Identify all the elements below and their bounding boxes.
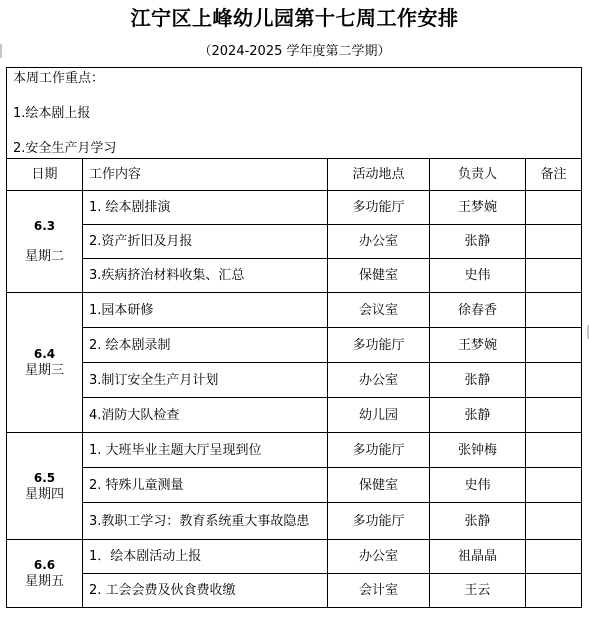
task-owner: 王梦婉	[430, 328, 526, 363]
task-content: 2. 绘本剧录制	[83, 328, 328, 363]
weekly-focus-cell	[7, 68, 582, 159]
day-weekday: 星期五	[24, 574, 64, 589]
table-row	[7, 574, 582, 608]
table-row	[7, 398, 582, 433]
task-location: 幼儿园	[328, 398, 430, 433]
header-row	[7, 159, 582, 191]
table-row	[7, 468, 582, 503]
schedule-table	[6, 67, 582, 608]
task-location: 会议室	[328, 293, 430, 328]
task-owner: 史伟	[430, 259, 526, 293]
task-content: 3.教职工学习：教育系统重大事故隐患	[83, 503, 328, 540]
day-weekday: 星期二	[24, 249, 64, 264]
page-edge-marker	[0, 44, 2, 58]
table-row	[7, 328, 582, 363]
task-owner: 祖晶晶	[430, 540, 526, 574]
day-date: 6.4	[33, 347, 56, 361]
task-content: 3.疾病挤治材料收集、汇总	[83, 259, 328, 293]
task-content: 1.园本研修	[83, 293, 328, 328]
task-owner: 徐春香	[430, 293, 526, 328]
day-cell	[7, 540, 83, 608]
task-location: 多功能厅	[328, 191, 430, 225]
day-date: 6.3	[33, 219, 56, 233]
task-content: 2. 特殊儿童测量	[83, 468, 328, 503]
focus-row	[7, 68, 582, 159]
task-note	[526, 574, 582, 608]
task-owner: 张钟梅	[430, 433, 526, 468]
task-location: 多功能厅	[328, 433, 430, 468]
day-weekday: 星期三	[24, 363, 64, 378]
task-note	[526, 259, 582, 293]
header-owner: 负责人	[430, 159, 526, 191]
task-content: 1．绘本剧活动上报	[83, 540, 328, 574]
task-owner: 王梦婉	[430, 191, 526, 225]
task-note	[526, 540, 582, 574]
task-content: 4.消防大队检查	[83, 398, 328, 433]
task-location: 多功能厅	[328, 503, 430, 540]
task-location: 办公室	[328, 363, 430, 398]
day-cell	[7, 433, 83, 540]
table-row	[7, 225, 582, 259]
task-location: 多功能厅	[328, 328, 430, 363]
header-date: 日期	[7, 159, 83, 191]
table-row	[7, 540, 582, 574]
task-owner: 张静	[430, 363, 526, 398]
day-cell	[7, 293, 83, 433]
task-note	[526, 503, 582, 540]
table-row	[7, 191, 582, 225]
task-note	[526, 468, 582, 503]
task-owner: 史伟	[430, 468, 526, 503]
focus-item: 1.绘本剧上报	[13, 106, 91, 121]
task-location: 会计室	[328, 574, 430, 608]
task-location: 办公室	[328, 540, 430, 574]
task-owner: 张静	[430, 398, 526, 433]
task-owner: 张静	[430, 225, 526, 259]
task-content: 2. 工会会费及伙食费收缴	[83, 574, 328, 608]
task-note	[526, 328, 582, 363]
focus-item: 2.安全生产月学习	[13, 141, 117, 156]
task-location: 保健室	[328, 259, 430, 293]
task-content: 1. 绘本剧排演	[83, 191, 328, 225]
task-note	[526, 363, 582, 398]
header-location: 活动地点	[328, 159, 430, 191]
focus-heading: 本周工作重点：	[13, 71, 105, 86]
table-row	[7, 433, 582, 468]
task-note	[526, 293, 582, 328]
task-content: 2.资产折旧及月报	[83, 225, 328, 259]
task-content: 3.制订安全生产月计划	[83, 363, 328, 398]
header-note: 备注	[526, 159, 582, 191]
task-owner: 王云	[430, 574, 526, 608]
task-location: 办公室	[328, 225, 430, 259]
document-subtitle: （2024-2025 学年度第二学期）	[198, 44, 391, 59]
task-owner: 张静	[430, 503, 526, 540]
day-date: 6.6	[33, 558, 56, 572]
day-weekday: 星期四	[24, 486, 64, 502]
table-row	[7, 363, 582, 398]
day-date: 6.5	[33, 470, 56, 485]
task-note	[526, 191, 582, 225]
task-location: 保健室	[328, 468, 430, 503]
day-cell	[7, 191, 83, 293]
task-content: 1. 大班毕业主题大厅呈现到位	[83, 433, 328, 468]
header-content: 工作内容	[83, 159, 328, 191]
task-note	[526, 398, 582, 433]
task-note	[526, 433, 582, 468]
table-row	[7, 293, 582, 328]
task-note	[526, 225, 582, 259]
table-row	[7, 259, 582, 293]
document-title: 江宁区上峰幼儿园第十七周工作安排	[130, 6, 459, 30]
table-row	[7, 503, 582, 540]
